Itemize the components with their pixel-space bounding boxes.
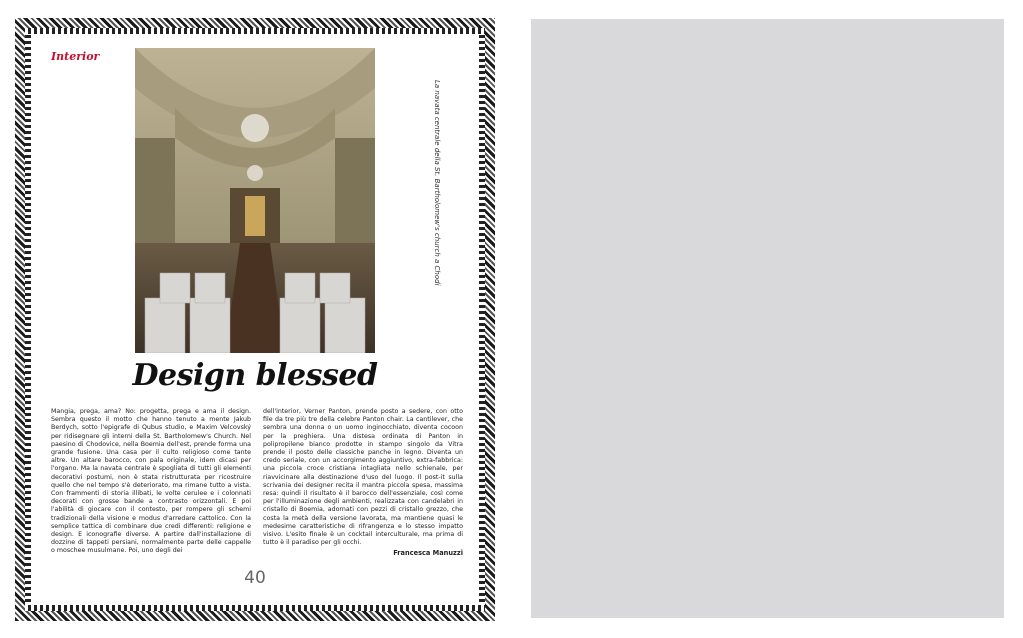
article-column-1 <box>51 408 251 558</box>
article-text-col1: Mangia, prega, ama? No: progetta, prega e ama il design. Sembra questo il motto che hanno tenuto a mente Jakub Berdych, sotto l'epigrafe di Qubus studio, e Maxim Velcovský per ridisegnare gli interni della St. Bartholomew's Church. Nel paesino di Chodovice, nella Boemia dell'est, prende forma una grande fusione. Una casa per il culto religioso come tante altre. Un altare barocco, con pala originale, idem dicasi per l'organo. Ma la navata centrale è spogliata di tutti gli elementi decorativi postumi, non è stata ristrutturata per ricostruire quello che nel tempo s'è deteriorato, ma rimane tutto a vista. Con frammenti di storia illibati, le volte cerulee e i colonnati decorati con grosse bande a contrasto orizzontali. E poi l'abilità di giocare con il contesto, per rompere gli schemi tradizionali della visione e modus d'arredare cattolico. Con la semplice tattica di combinare due credi differenti: religione e design. E iconografie diverse. A partire dall'installazione di dozzine di tappeti persiani, normalmente parte delle cappelle o moschee musulmane. Poi, uno degli dei <box>51 408 251 555</box>
article-body <box>51 408 463 558</box>
article-title: Design blessed <box>132 358 378 393</box>
article-text-col2: dell'interior, Verner Panton, prende posto a sedere, con otto file da tre più tre della celebre Panton chair. La cantilever, che sembra una donna o un uomo inginocchiato, diventa cocoon per la preghiera. Una distesa ordinata di Panton in polipropilene bianco prodotte in stampo singolo da Vitra prende il posto delle classiche panche in legno. Diventa un credo seriale, con un accorgimento aggiuntivo, extra-fabbrica: una piccola croce cristiana intagliata nello schienale, per riavvicinare alla destinazione d'uso del luogo. Il post-it sulla scrivania dei designer recita il mantra piccola spesa, massima resa: quindi il risultato è il barocco dell'essenziale, così come per l'illuminazione degli ambienti, realizzata con candelabri in cristallo di Boemia, adornati con pezzi di cristallo grezzo, che costa la metà della versione lavorata, ma mantiene quasi le medesime caratteristiche di rifrangenza e lo stesso impatto visivo. L'esito finale è un cocktail interculturale, ma prima di tutto è il paradiso per gli occhi. <box>263 408 463 547</box>
author-byline: Francesca Manuzzi <box>393 549 463 558</box>
article-column-2 <box>263 408 463 558</box>
photo-caption: La navata centrale della St. Bartholomew's church a Chodi <box>433 80 441 286</box>
page-content <box>37 40 473 599</box>
church-interior-photo <box>135 48 375 353</box>
magazine-page-left <box>15 18 495 621</box>
section-label: Interior <box>51 50 100 63</box>
page-number: 40 <box>244 568 266 588</box>
magazine-page-right-blank <box>531 19 1004 618</box>
church-photo-graphic <box>135 48 375 353</box>
